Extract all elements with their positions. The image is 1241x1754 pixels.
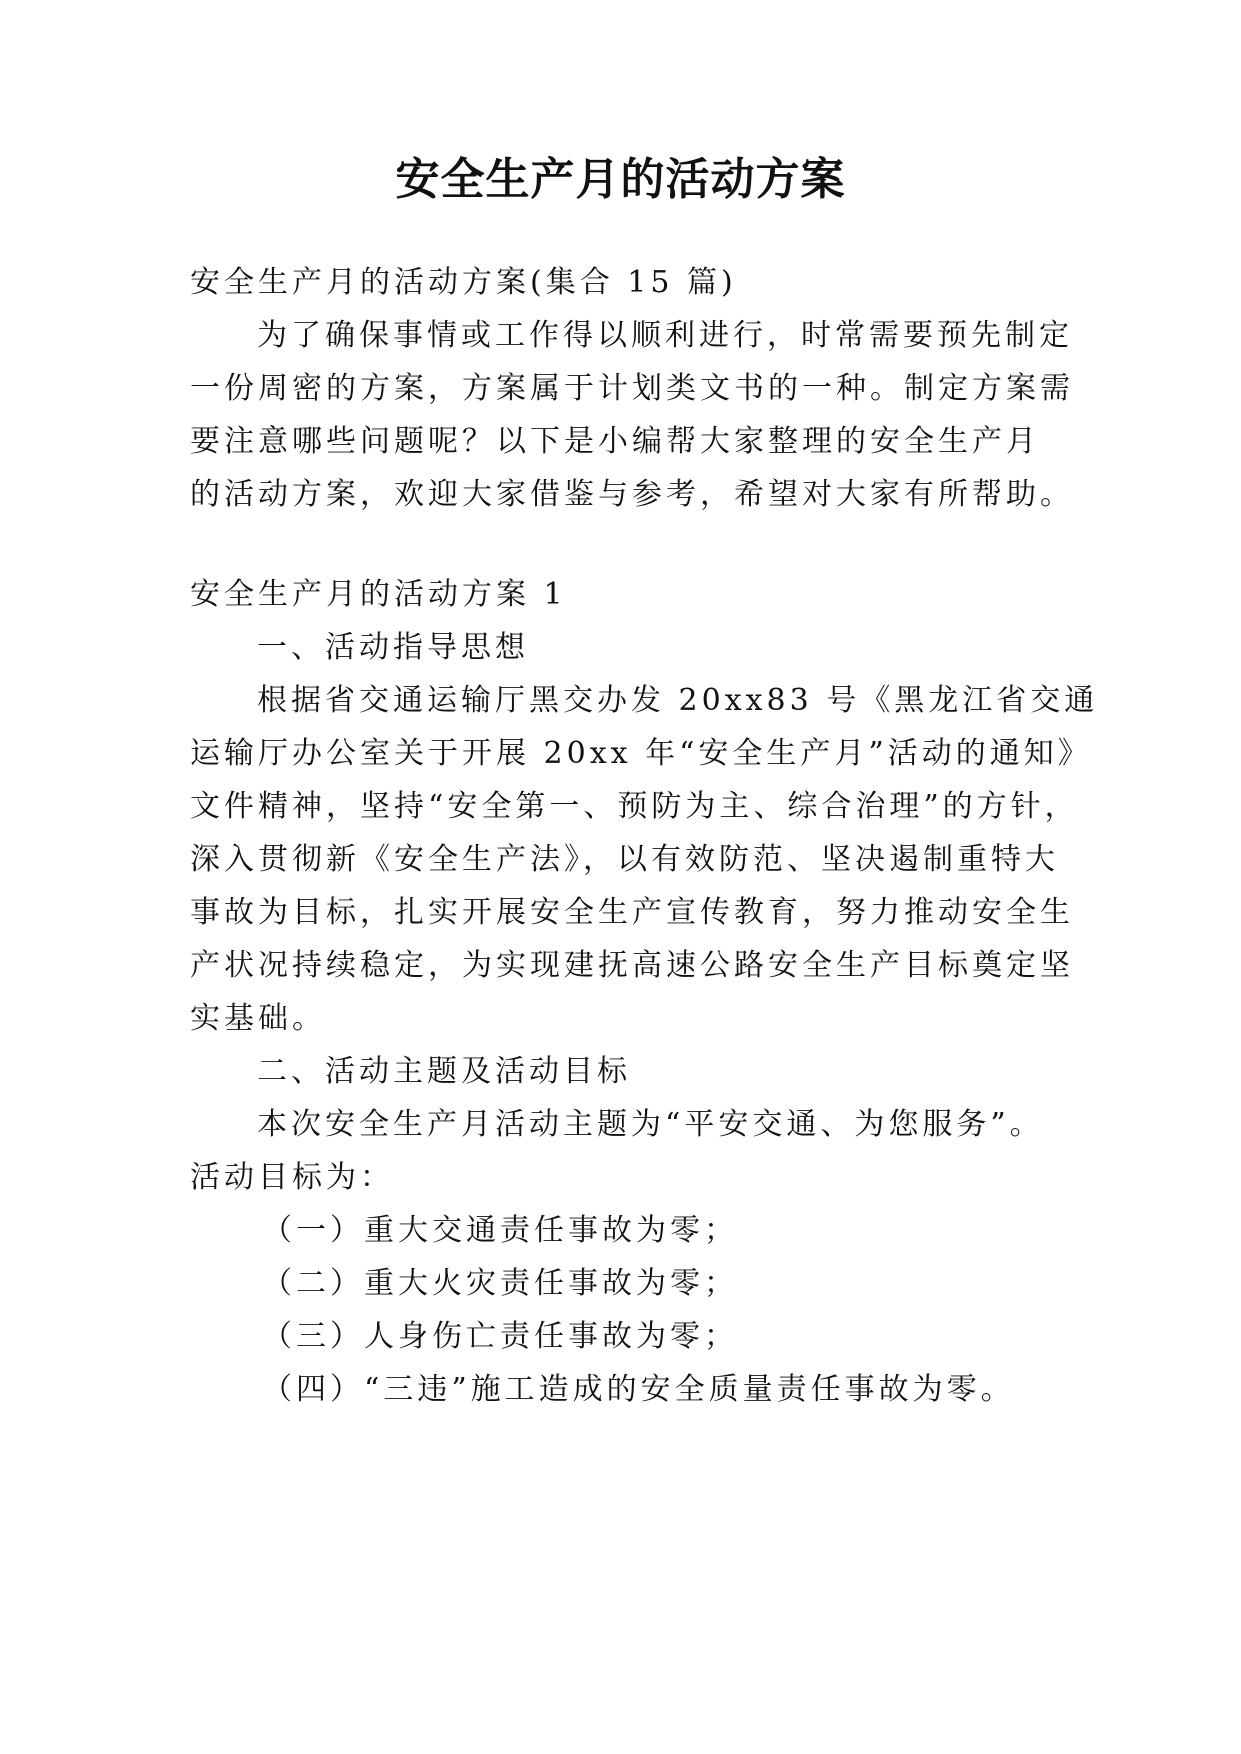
section-heading: 安全生产月的活动方案 1: [190, 577, 567, 612]
intro-line-1: 为了确保事情或工作得以顺利进行，时常需要预先制定: [257, 318, 1073, 353]
body-line: 本次安全生产月活动主题为“平安交通、为您服务”。: [257, 1107, 1044, 1142]
goal-item: （四）“三违”施工造成的安全质量责任事故为零。: [262, 1372, 1015, 1407]
goal-item: （二）重大火灾责任事故为零；: [262, 1266, 738, 1301]
intro-line-4: 的活动方案，欢迎大家借鉴与参考，希望对大家有所帮助。: [190, 477, 1074, 512]
body-line: 产状况持续稳定，为实现建抚高速公路安全生产目标奠定坚: [190, 948, 1074, 983]
body-line: 深入贯彻新《安全生产法》，以有效防范、坚决遏制重特大: [190, 842, 1059, 877]
intro-line-2: 一份周密的方案，方案属于计划类文书的一种。制定方案需: [190, 371, 1074, 406]
body-line: 文件精神，坚持“安全第一、预防为主、综合治理”的方针，: [190, 789, 1079, 824]
body-line: 事故为目标，扎实开展安全生产宣传教育，努力推动安全生: [190, 895, 1074, 930]
intro-line-3: 要注意哪些问题呢？以下是小编帮大家整理的安全生产月: [190, 424, 1040, 459]
subheading-theme-goals: 二、活动主题及活动目标: [257, 1054, 631, 1089]
goal-item: （一）重大交通责任事故为零；: [262, 1213, 738, 1248]
goal-item: （三）人身伤亡责任事故为零；: [262, 1319, 738, 1354]
body-line: 活动目标为：: [190, 1160, 394, 1195]
body-line: 根据省交通运输厅黑交办发 20xx83 号《黑龙江省交通: [257, 683, 1099, 718]
body-line: 运输厅办公室关于开展 20xx 年“安全生产月”活动的通知》: [190, 736, 1092, 771]
body-line: 实基础。: [190, 1001, 326, 1036]
document-title: 安全生产月的活动方案: [395, 154, 846, 205]
collection-heading: 安全生产月的活动方案(集合 15 篇): [190, 265, 737, 300]
subheading-guiding-thought: 一、活动指导思想: [257, 630, 529, 665]
